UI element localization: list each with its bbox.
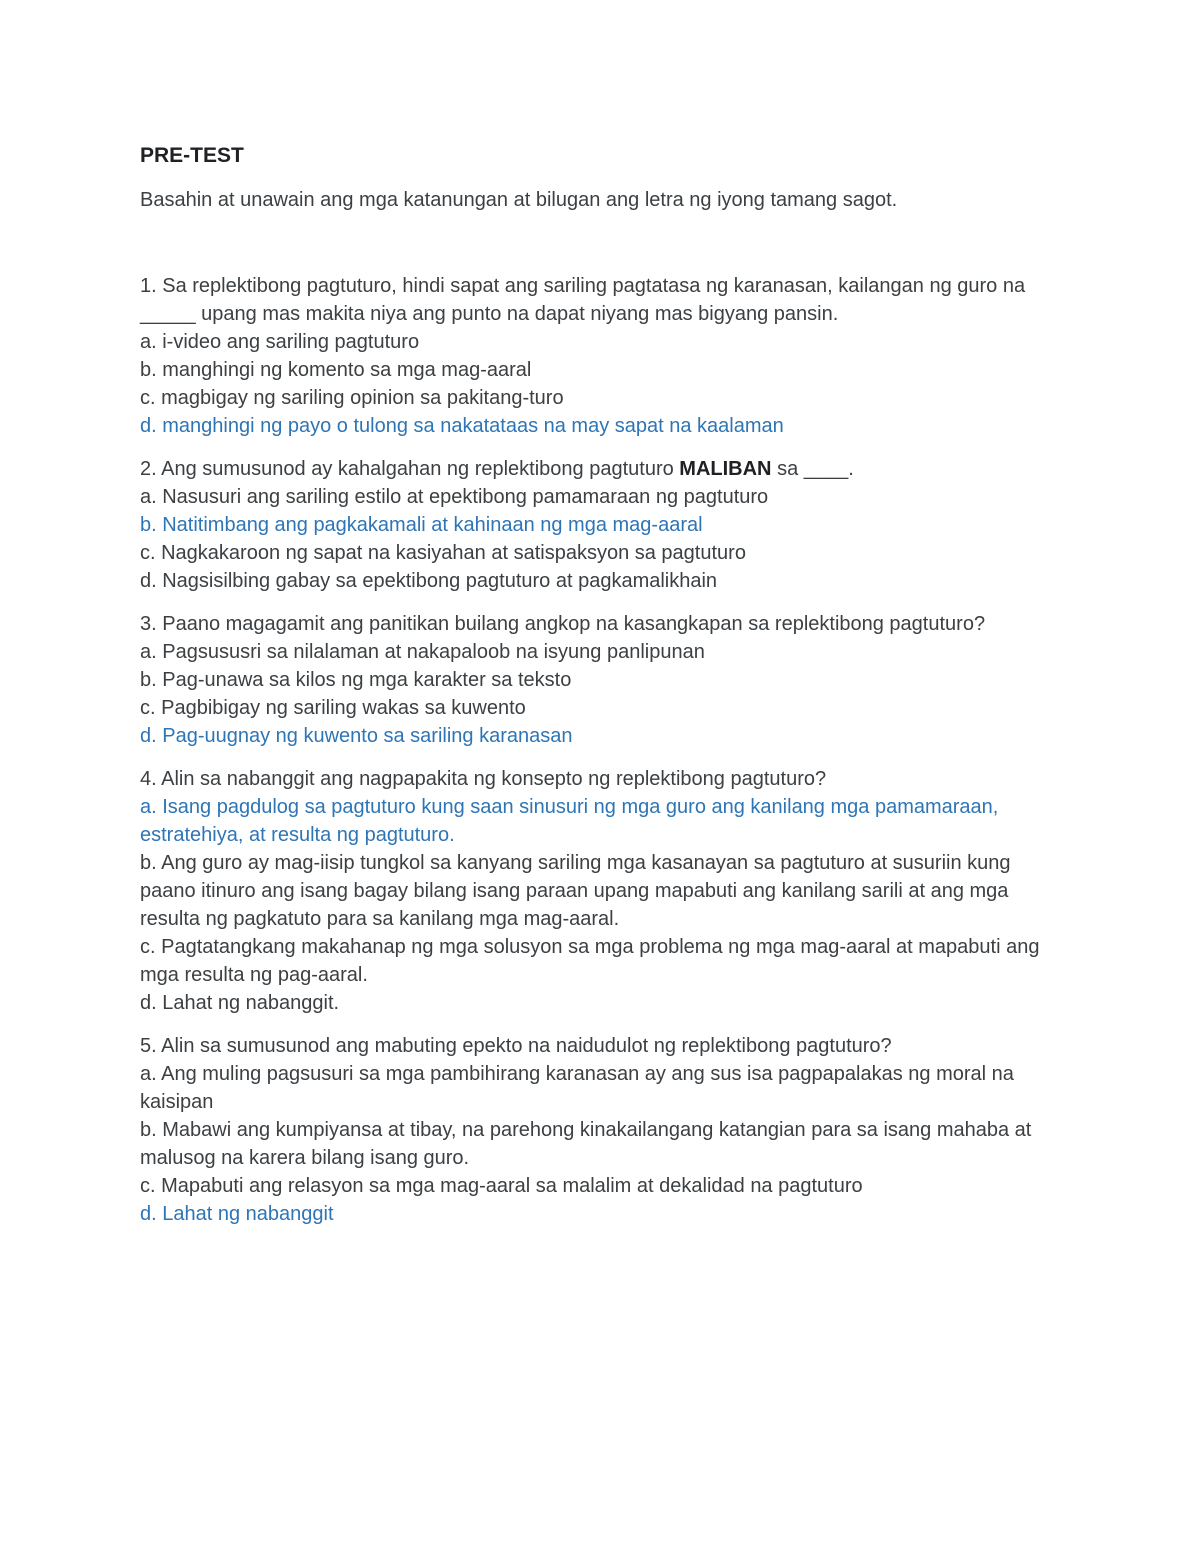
- answer-option-highlighted: b. Natitimbang ang pagkakamali at kahinaan ng mga mag-aaral: [140, 514, 703, 536]
- question-text: [140, 455, 1060, 483]
- answer-option: a. i-video ang sariling pagtuturo: [140, 331, 420, 353]
- question-text: 1. Sa replektibong pagtuturo, hindi sapat ang sariling pagtatasa ng karanasan, kailangan ng guro na _____ upang mas makita niya ang punto na dapat niyang mas bigyang pansin.: [140, 275, 1026, 325]
- question-block-4: [140, 765, 1060, 1017]
- instructions-text: Basahin at unawain ang mga katanungan at bilugan ang letra ng iyong tamang sagot.: [140, 189, 898, 211]
- answer-option-highlighted: d. manghingi ng payo o tulong sa nakatataas na may sapat na kaalaman: [140, 415, 784, 437]
- question-block-3: [140, 610, 1060, 750]
- answer-option: c. Pagbibigay ng sariling wakas sa kuwento: [140, 697, 526, 719]
- answer-option: c. magbigay ng sariling opinion sa pakitang-turo: [140, 387, 564, 409]
- question-text: 5. Alin sa sumusunod ang mabuting epekto na naidudulot ng replektibong pagtuturo?: [140, 1035, 892, 1057]
- answer-option: a. Pagsususri sa nilalaman at nakapaloob na isyung panlipunan: [140, 641, 705, 663]
- answer-option: c. Pagtatangkang makahanap ng mga solusyon sa mga problema ng mga mag-aaral at mapabuti ang mga resulta ng pag-aaral.: [140, 936, 1040, 986]
- question-text: 3. Paano magagamit ang panitikan builang angkop na kasangkapan sa replektibong pagtuturo?: [140, 613, 986, 635]
- question-block-1: [140, 272, 1060, 440]
- question-text: 4. Alin sa nabanggit ang nagpapakita ng konsepto ng replektibong pagtuturo?: [140, 768, 827, 790]
- question-text-bold-segment: MALIBAN: [679, 458, 772, 480]
- answer-option: d. Lahat ng nabanggit.: [140, 992, 340, 1014]
- answer-option: c. Nagkakaroon ng sapat na kasiyahan at satispaksyon sa pagtuturo: [140, 542, 746, 564]
- answer-option: a. Ang muling pagsusuri sa mga pambihirang karanasan ay ang sus isa pagpapalakas ng moral na kaisipan: [140, 1063, 1014, 1113]
- answer-option: c. Mapabuti ang relasyon sa mga mag-aaral sa malalim at dekalidad na pagtuturo: [140, 1175, 863, 1197]
- answer-option: a. Nasusuri ang sariling estilo at epektibong pamamaraan ng pagtuturo: [140, 486, 769, 508]
- answer-option: b. Mabawi ang kumpiyansa at tibay, na parehong kinakailangang katangian para sa isang mahaba at malusog na karera bilang isang guro.: [140, 1119, 1032, 1169]
- answer-option-highlighted: d. Lahat ng nabanggit: [140, 1203, 334, 1225]
- answer-option: d. Nagsisilbing gabay sa epektibong pagtuturo at pagkamalikhain: [140, 570, 718, 592]
- answer-option: b. Pag-unawa sa kilos ng mga karakter sa teksto: [140, 669, 572, 691]
- answer-option: b. Ang guro ay mag-iisip tungkol sa kanyang sariling mga kasanayan sa pagtuturo at susuriin kung paano itinuro ang isang bagay bilang isang paraan upang mapabuti ang kanilang sarili at ang mga resulta ng pagkatuto para sa kanilang mga mag-aaral.: [140, 852, 1011, 930]
- page-title: PRE-TEST: [140, 144, 244, 167]
- answer-option-highlighted: a. Isang pagdulog sa pagtuturo kung saan sinusuri ng mga guro ang kanilang mga pamamaraan, estratehiya, at resulta ng pagtuturo.: [140, 796, 999, 846]
- answer-option: b. manghingi ng komento sa mga mag-aaral: [140, 359, 532, 381]
- answer-option-highlighted: d. Pag-uugnay ng kuwento sa sariling karanasan: [140, 725, 573, 747]
- question-block-5: [140, 1032, 1060, 1228]
- question-block-2: [140, 455, 1060, 595]
- question-text-segment: sa ____.: [771, 458, 854, 480]
- question-text-segment: 2. Ang sumusunod ay kahalgahan ng replektibong pagtuturo: [140, 458, 680, 480]
